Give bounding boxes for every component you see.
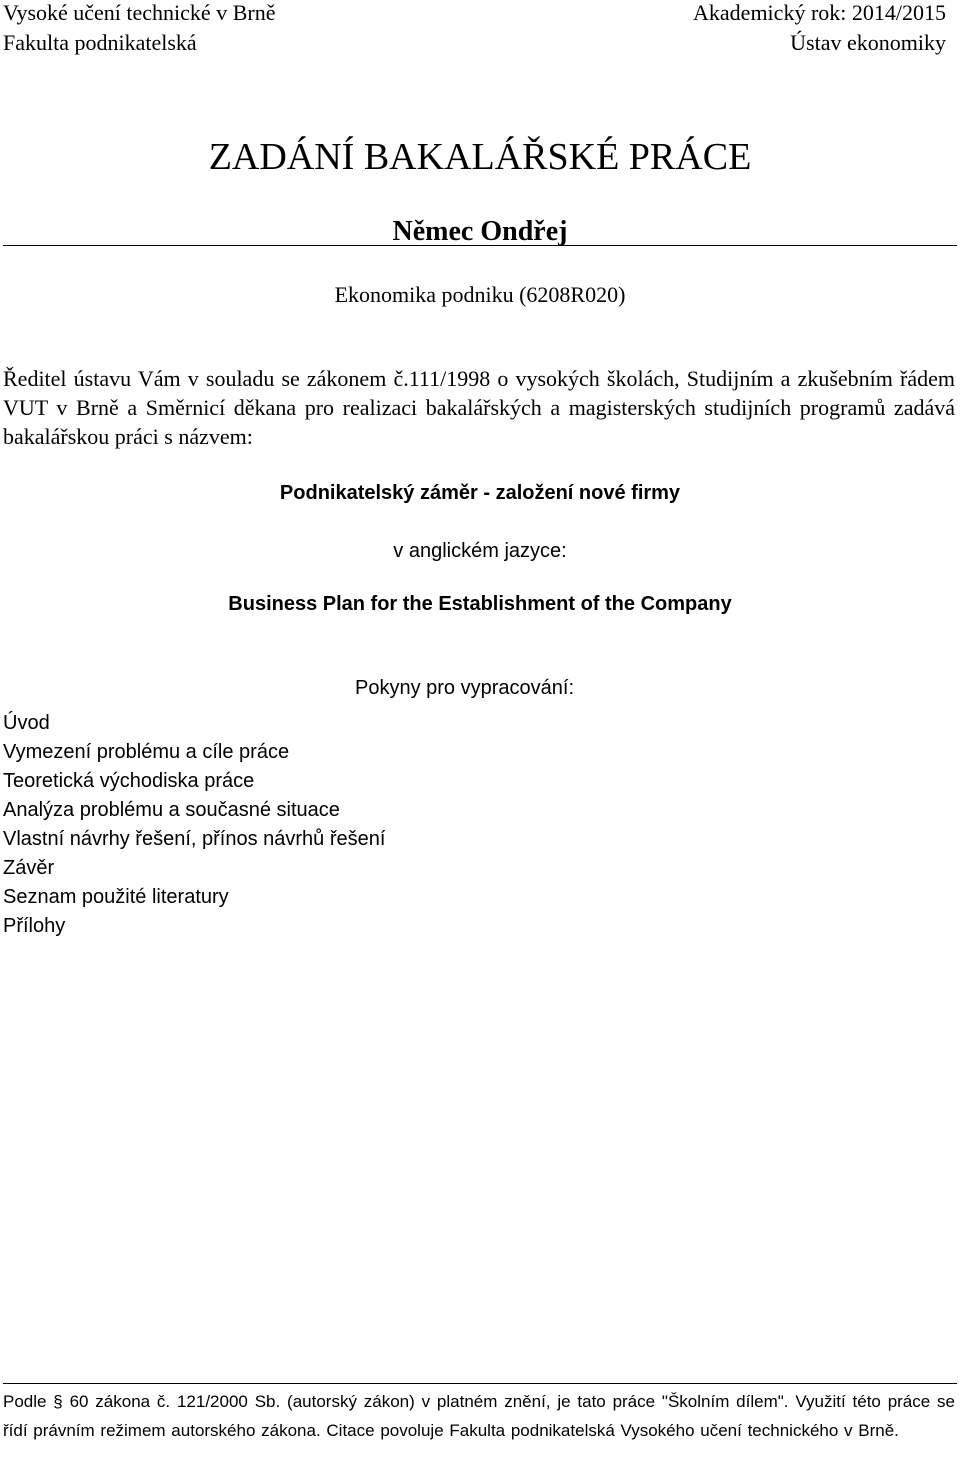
list-item: Teoretická východiska práce bbox=[3, 770, 255, 792]
list-item: Přílohy bbox=[3, 915, 66, 937]
list-item: Seznam použité literatury bbox=[3, 886, 229, 908]
thesis-title: Podnikatelský záměr - založení nové firmy bbox=[279, 482, 681, 504]
english-label: v anglickém jazyce: bbox=[393, 540, 567, 562]
document-title: ZADÁNÍ BAKALÁŘSKÉ PRÁCE bbox=[208, 136, 752, 178]
list-item: Úvod bbox=[3, 712, 50, 734]
copyright-notice: Podle § 60 zákona č. 121/2000 Sb. (autorský zákon) v platném znění, je tato práce "Školním dílem". Využití této práce se řídí právním režimem autorského zákona. Citace povoluje Fakulta podnikatelská Vysokého učení technického v Brně. bbox=[3, 1392, 955, 1440]
institute-name: Ústav ekonomiky bbox=[790, 30, 946, 55]
footer-divider bbox=[3, 1383, 957, 1384]
instructions-heading: Pokyny pro vypracování: bbox=[355, 677, 574, 699]
university-name: Vysoké učení technické v Brně bbox=[3, 0, 276, 25]
name-underline bbox=[3, 245, 957, 246]
faculty-name: Fakulta podnikatelská bbox=[3, 30, 197, 55]
student-name: Němec Ondřej bbox=[392, 216, 568, 247]
academic-year: Akademický rok: 2014/2015 bbox=[693, 0, 946, 25]
list-item: Vymezení problému a cíle práce bbox=[3, 741, 290, 763]
list-item: Vlastní návrhy řešení, přínos návrhů řešení bbox=[3, 828, 386, 850]
list-item: Analýza problému a současné situace bbox=[3, 799, 340, 821]
intro-paragraph: Ředitel ústavu Vám v souladu se zákonem č.111/1998 o vysokých školách, Studijním a zkušebním řádem VUT v Brně a Směrnicí děkana pro realizaci bakalářských a magisterských studijních programů zadává bakalářskou práci s názvem: bbox=[3, 366, 955, 449]
instructions-list bbox=[3, 709, 385, 941]
thesis-title-english: Business Plan for the Establishment of the Company bbox=[228, 593, 732, 615]
study-program: Ekonomika podniku (6208R020) bbox=[334, 282, 626, 307]
list-item: Závěr bbox=[3, 857, 55, 879]
